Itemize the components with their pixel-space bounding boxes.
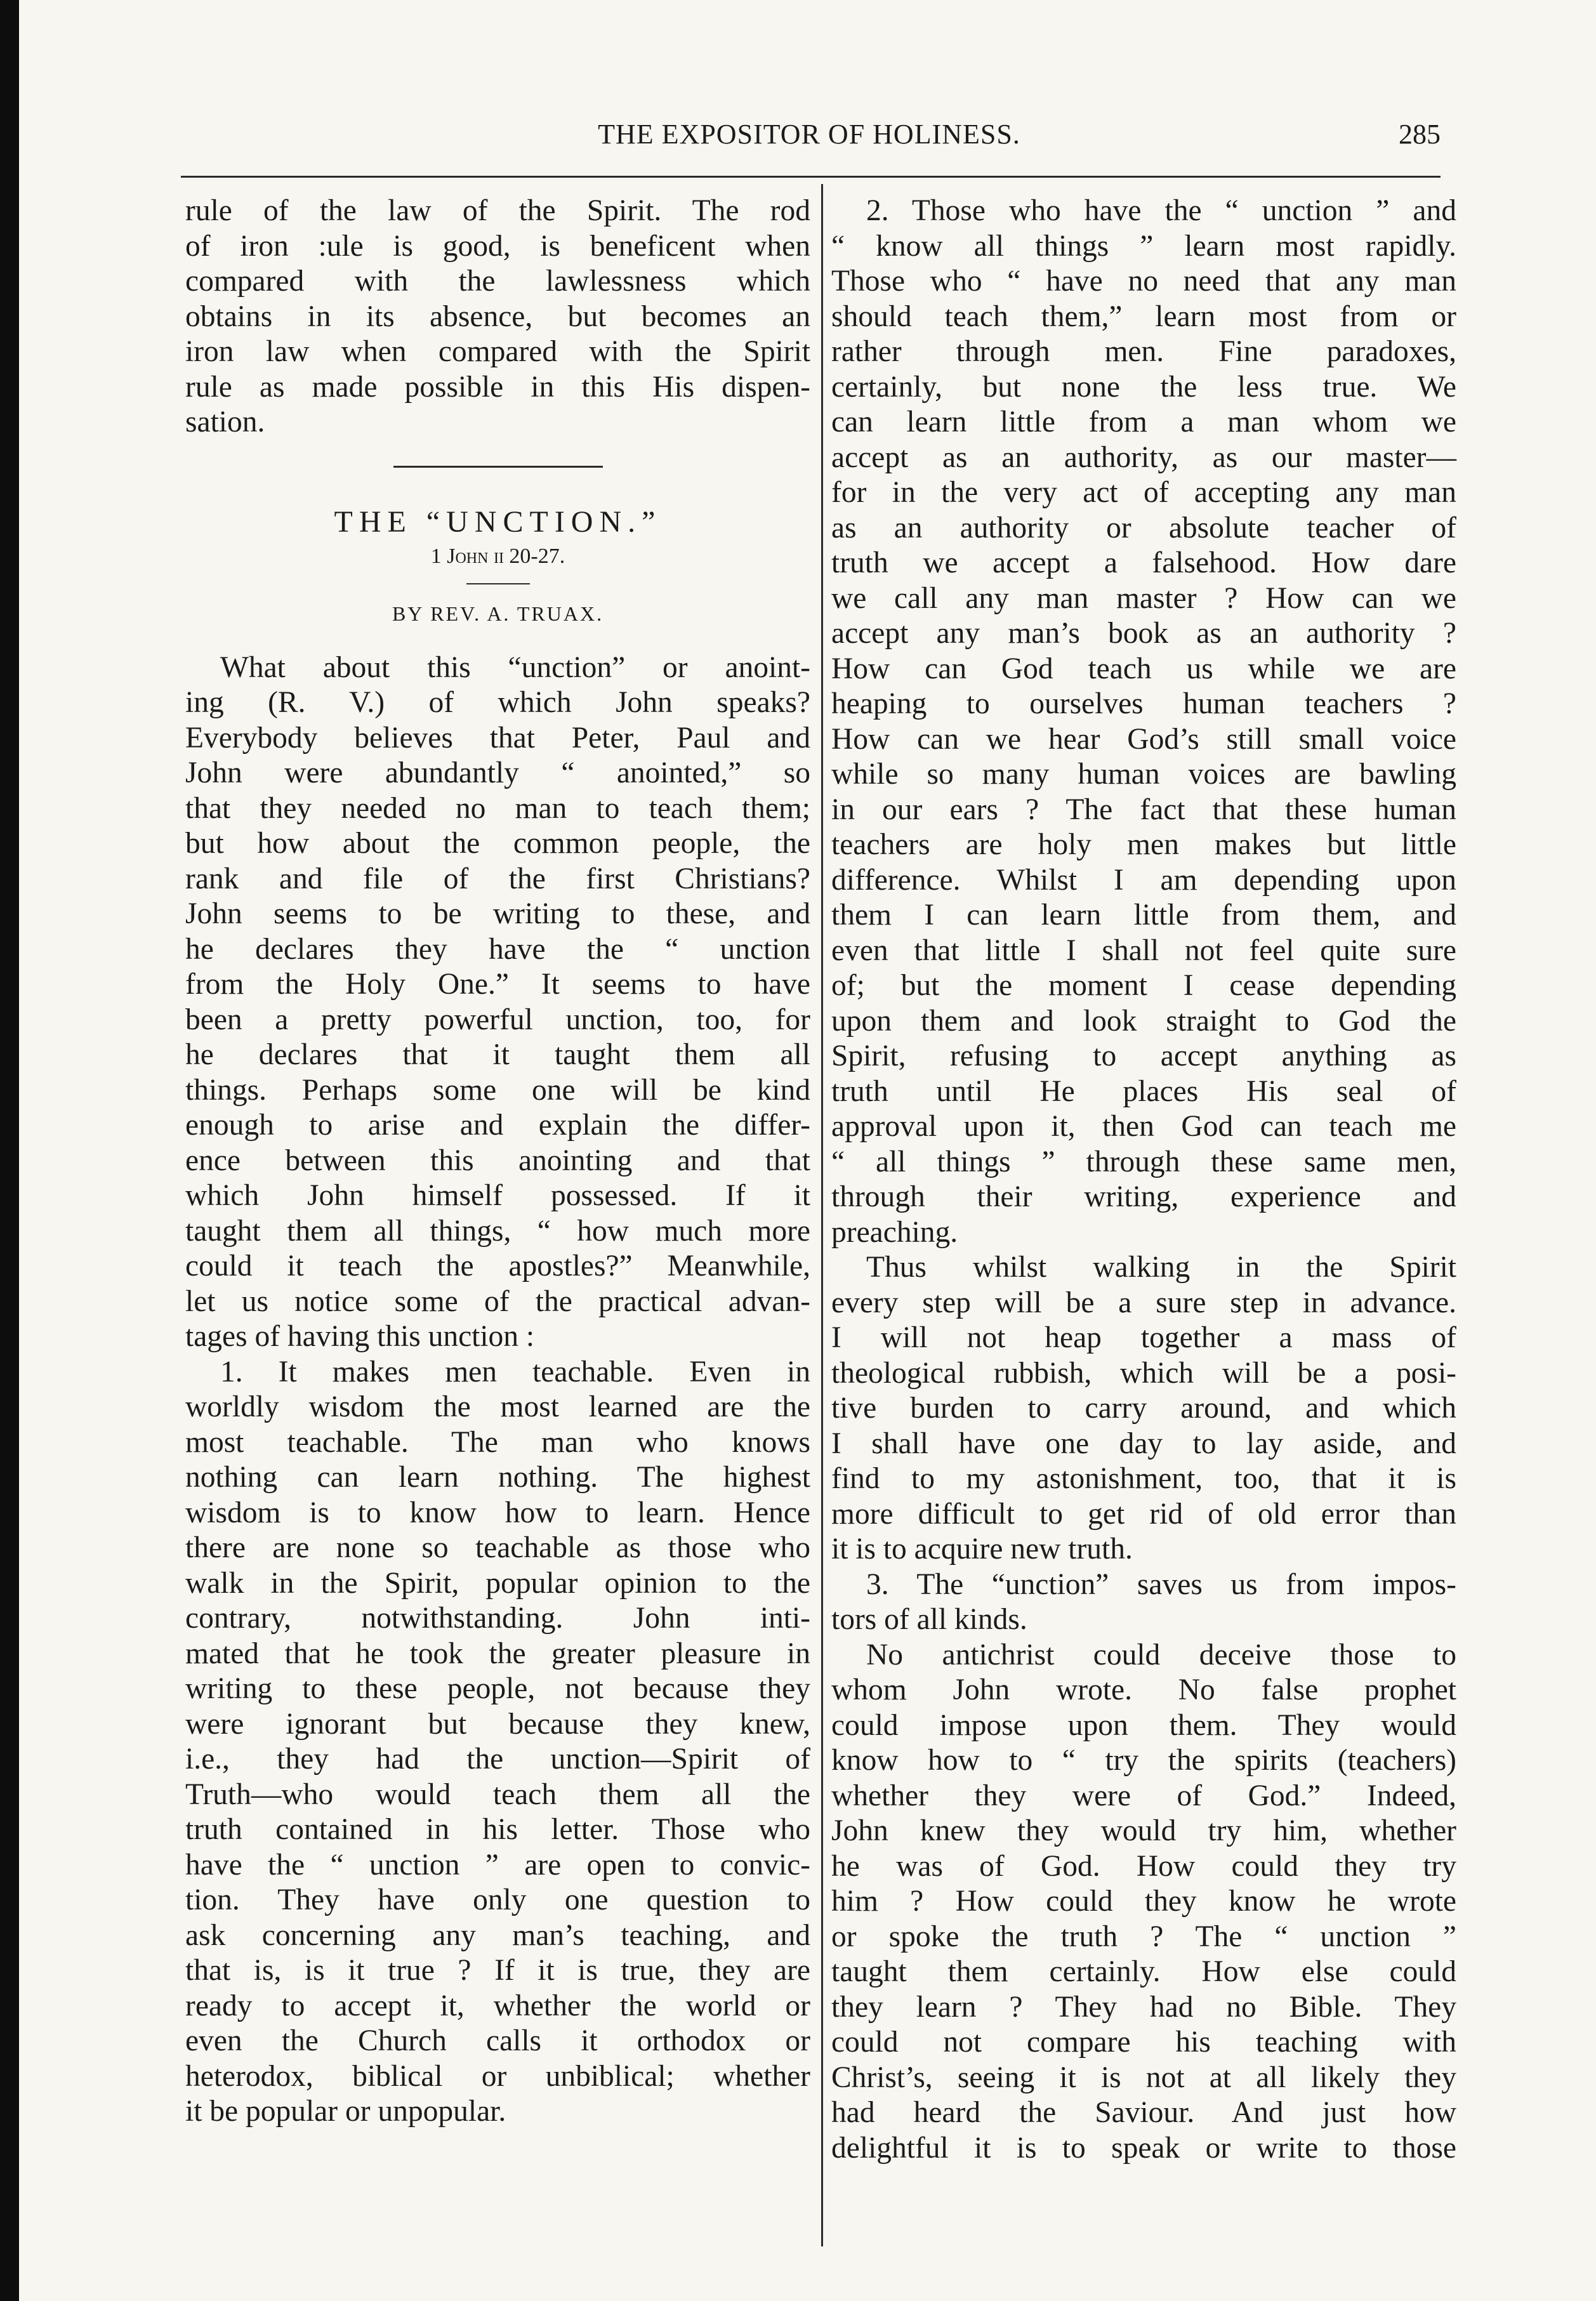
text-line: he declares that it taught them all xyxy=(185,1038,810,1071)
journal-title: THE EXPOSITOR OF HOLINESS. xyxy=(598,119,1020,150)
running-header xyxy=(178,118,1441,156)
text-line: Truth—who would teach them all the xyxy=(185,1777,810,1811)
text-line: it be popular or unpopular. xyxy=(185,2095,506,2128)
text-line: in our ears ? The fact that these human xyxy=(831,793,1456,826)
text-line: iron law when compared with the Spirit xyxy=(185,335,810,368)
text-line: them I can learn little from them, and xyxy=(831,899,1456,932)
text-line: he was of God. How could they try xyxy=(831,1849,1456,1883)
text-line: him ? How could they know he wrote xyxy=(831,1885,1456,1918)
text-line: he declares they have the “ unction xyxy=(185,932,810,966)
text-line: worldly wisdom the most learned are the xyxy=(185,1390,810,1423)
text-line: from the Holy One.” It seems to have xyxy=(185,968,810,1001)
text-line: even the Church calls it orthodox or xyxy=(185,2024,810,2057)
text-line: rank and file of the first Christians? xyxy=(185,862,810,895)
text-line: John knew they would try him, whether xyxy=(831,1814,1456,1847)
paragraph-point-3 xyxy=(831,1567,1456,1638)
text-line: or spoke the truth ? The “ unction ” xyxy=(831,1920,1456,1953)
text-line: approval upon it, then God can teach me xyxy=(831,1110,1456,1143)
text-line: tages of having this unction : xyxy=(185,1320,535,1353)
text-line: most teachable. The man who knows xyxy=(185,1425,810,1459)
text-line: theological rubbish, which will be a posi- xyxy=(831,1356,1456,1390)
article-heading xyxy=(185,466,810,628)
text-line: had heard the Saviour. And just how xyxy=(831,2096,1456,2129)
text-line: every step will be a sure step in advance. xyxy=(831,1286,1456,1319)
text-line: for in the very act of accepting any man xyxy=(831,476,1456,509)
text-line: wisdom is to know how to learn. Hence xyxy=(185,1496,810,1529)
text-line: sation. xyxy=(185,405,265,438)
text-line: find to my astonishment, too, that it is xyxy=(831,1462,1456,1495)
text-line: of; but the moment I cease depending xyxy=(831,969,1456,1002)
text-line: whether they were of God.” Indeed, xyxy=(831,1779,1456,1812)
text-line: tors of all kinds. xyxy=(831,1603,1027,1636)
paragraph-walking-in-spirit xyxy=(831,1250,1456,1567)
column-divider xyxy=(821,184,823,2246)
text-line: even that little I shall not feel quite sure xyxy=(831,933,1456,967)
text-line: ing (R. V.) of which John speaks? xyxy=(185,686,810,719)
text-line: taught them certainly. How else could xyxy=(831,1955,1456,1988)
text-line: Thus whilst walking in the Spirit xyxy=(866,1251,1456,1284)
text-line: more difficult to get rid of old error than xyxy=(831,1497,1456,1531)
text-line: heterodox, biblical or unbiblical; whether xyxy=(185,2059,810,2093)
text-line: as an authority or absolute teacher of xyxy=(831,511,1456,544)
text-line: delightful it is to speak or write to those xyxy=(831,2131,1456,2165)
header-rule xyxy=(181,176,1441,178)
text-line: compared with the lawlessness which xyxy=(185,265,810,298)
text-line: have the “ unction ” are open to convic- xyxy=(185,1848,810,1882)
paragraph-point-2 xyxy=(831,194,1456,1250)
text-line: but how about the common people, the xyxy=(185,827,810,860)
text-line: mated that he took the greater pleasure in xyxy=(185,1637,810,1670)
text-line: What about this “unction” or anoint- xyxy=(220,650,810,684)
text-line: Christ’s, seeing it is not at all likely they xyxy=(831,2060,1456,2094)
paragraph-point-1 xyxy=(185,1355,810,2130)
article-author: BY REV. A. TRUAX. xyxy=(392,602,604,625)
text-line: contrary, notwithstanding. John inti- xyxy=(185,1602,810,1635)
text-line: rule of the law of the Spirit. The rod xyxy=(185,194,810,227)
text-line: could not compare his teaching with xyxy=(831,2026,1456,2059)
text-line: obtains in its absence, but becomes an xyxy=(185,300,810,333)
text-line: that they needed no man to teach them; xyxy=(185,791,810,825)
text-line: No antichrist could deceive those to xyxy=(866,1638,1456,1671)
text-line: should teach them,” learn most from or xyxy=(831,300,1456,333)
text-line: certainly, but none the less true. We xyxy=(831,370,1456,404)
text-line: know how to “ try the spirits (teachers) xyxy=(831,1744,1456,1777)
text-line: through their writing, experience and xyxy=(831,1180,1456,1213)
text-line: Everybody believes that Peter, Paul and xyxy=(185,721,810,755)
paragraph-antichrist xyxy=(831,1638,1456,2166)
text-line: i.e., they had the unction—Spirit of xyxy=(185,1743,810,1776)
text-line: let us notice some of the practical advan- xyxy=(185,1284,810,1318)
text-line: heaping to ourselves human teachers ? xyxy=(831,687,1456,720)
text-line: that is, is it true ? If it is true, they are xyxy=(185,1954,810,1987)
text-line: rule as made possible in this His dispen- xyxy=(185,370,810,404)
text-line: tive burden to carry around, and which xyxy=(831,1392,1456,1425)
left-column xyxy=(185,194,810,2130)
text-line: walk in the Spirit, popular opinion to the xyxy=(185,1566,810,1600)
section-divider xyxy=(393,466,603,468)
text-line: Those who “ have no need that any man xyxy=(831,265,1456,298)
text-line: of iron :ule is good, is beneficent when xyxy=(185,229,810,263)
text-line: ready to accept it, whether the world or xyxy=(185,1989,810,2022)
text-line: Spirit, refusing to accept anything as xyxy=(831,1039,1456,1072)
text-line: John seems to be writing to these, and xyxy=(185,897,810,930)
scripture-reference: 1 John ii 20-27. xyxy=(430,544,565,568)
text-line: rather through men. Fine paradoxes, xyxy=(831,335,1456,368)
text-line: tion. They have only one question to xyxy=(185,1883,810,1916)
text-line: been a pretty powerful unction, too, for xyxy=(185,1003,810,1036)
binding-edge xyxy=(0,0,19,2301)
text-line: could impose upon them. They would xyxy=(831,1708,1456,1742)
text-line: which John himself possessed. If it xyxy=(185,1179,810,1212)
text-line: while so many human voices are bawling xyxy=(831,758,1456,791)
text-line: things. Perhaps some one will be kind xyxy=(185,1073,810,1107)
text-line: can learn little from a man whom we xyxy=(831,405,1456,438)
text-line: difference. Whilst I am depending upon xyxy=(831,863,1456,897)
paragraph-intro xyxy=(185,650,810,1355)
page-number: 285 xyxy=(1399,119,1441,150)
text-line: taught them all things, “ how much more xyxy=(185,1214,810,1248)
text-line: they learn ? They had no Bible. They xyxy=(831,1990,1456,2024)
article-title: THE “UNCTION.” xyxy=(334,504,662,539)
text-line: ask concerning any man’s teaching, and xyxy=(185,1918,810,1952)
text-line: truth until He places His seal of xyxy=(831,1074,1456,1108)
text-line: teachers are holy men makes but little xyxy=(831,828,1456,861)
text-line: upon them and look straight to God the xyxy=(831,1004,1456,1038)
text-line: truth we accept a falsehood. How dare xyxy=(831,546,1456,579)
text-line: 2. Those who have the “ unction ” and xyxy=(866,194,1456,227)
text-line: “ all things ” through these same men, xyxy=(831,1145,1456,1178)
text-line: whom John wrote. No false prophet xyxy=(831,1673,1456,1706)
text-line: “ know all things ” learn most rapidly. xyxy=(831,229,1456,263)
text-line: preaching. xyxy=(831,1215,958,1249)
text-line: writing to these people, not because they xyxy=(185,1672,810,1705)
text-line: ence between this anointing and that xyxy=(185,1144,810,1177)
small-divider xyxy=(466,583,530,584)
text-line: we call any man master ? How can we xyxy=(831,581,1456,615)
right-column xyxy=(831,194,1456,2166)
text-line: accept as an authority, as our master— xyxy=(831,440,1456,474)
text-line: could it teach the apostles?” Meanwhile, xyxy=(185,1249,810,1282)
text-line: How can God teach us while we are xyxy=(831,652,1456,685)
text-line: John were abundantly “ anointed,” so xyxy=(185,756,810,789)
text-line: truth contained in his letter. Those who xyxy=(185,1813,810,1846)
text-line: accept any man’s book as an authority ? xyxy=(831,617,1456,650)
text-line: I shall have one day to lay aside, and xyxy=(831,1427,1456,1460)
text-line: there are none so teachable as those who xyxy=(185,1531,810,1564)
text-line: How can we hear God’s still small voice xyxy=(831,722,1456,756)
text-line: it is to acquire new truth. xyxy=(831,1533,1133,1566)
text-line: 1. It makes men teachable. Even in xyxy=(220,1355,810,1388)
text-line: nothing can learn nothing. The highest xyxy=(185,1461,810,1494)
text-line: enough to arise and explain the differ- xyxy=(185,1109,810,1142)
text-line: were ignorant but because they knew, xyxy=(185,1707,810,1741)
text-line: 3. The “unction” saves us from impos- xyxy=(866,1567,1456,1601)
continuation-paragraph xyxy=(185,194,810,440)
text-line: I will not heap together a mass of xyxy=(831,1321,1456,1354)
